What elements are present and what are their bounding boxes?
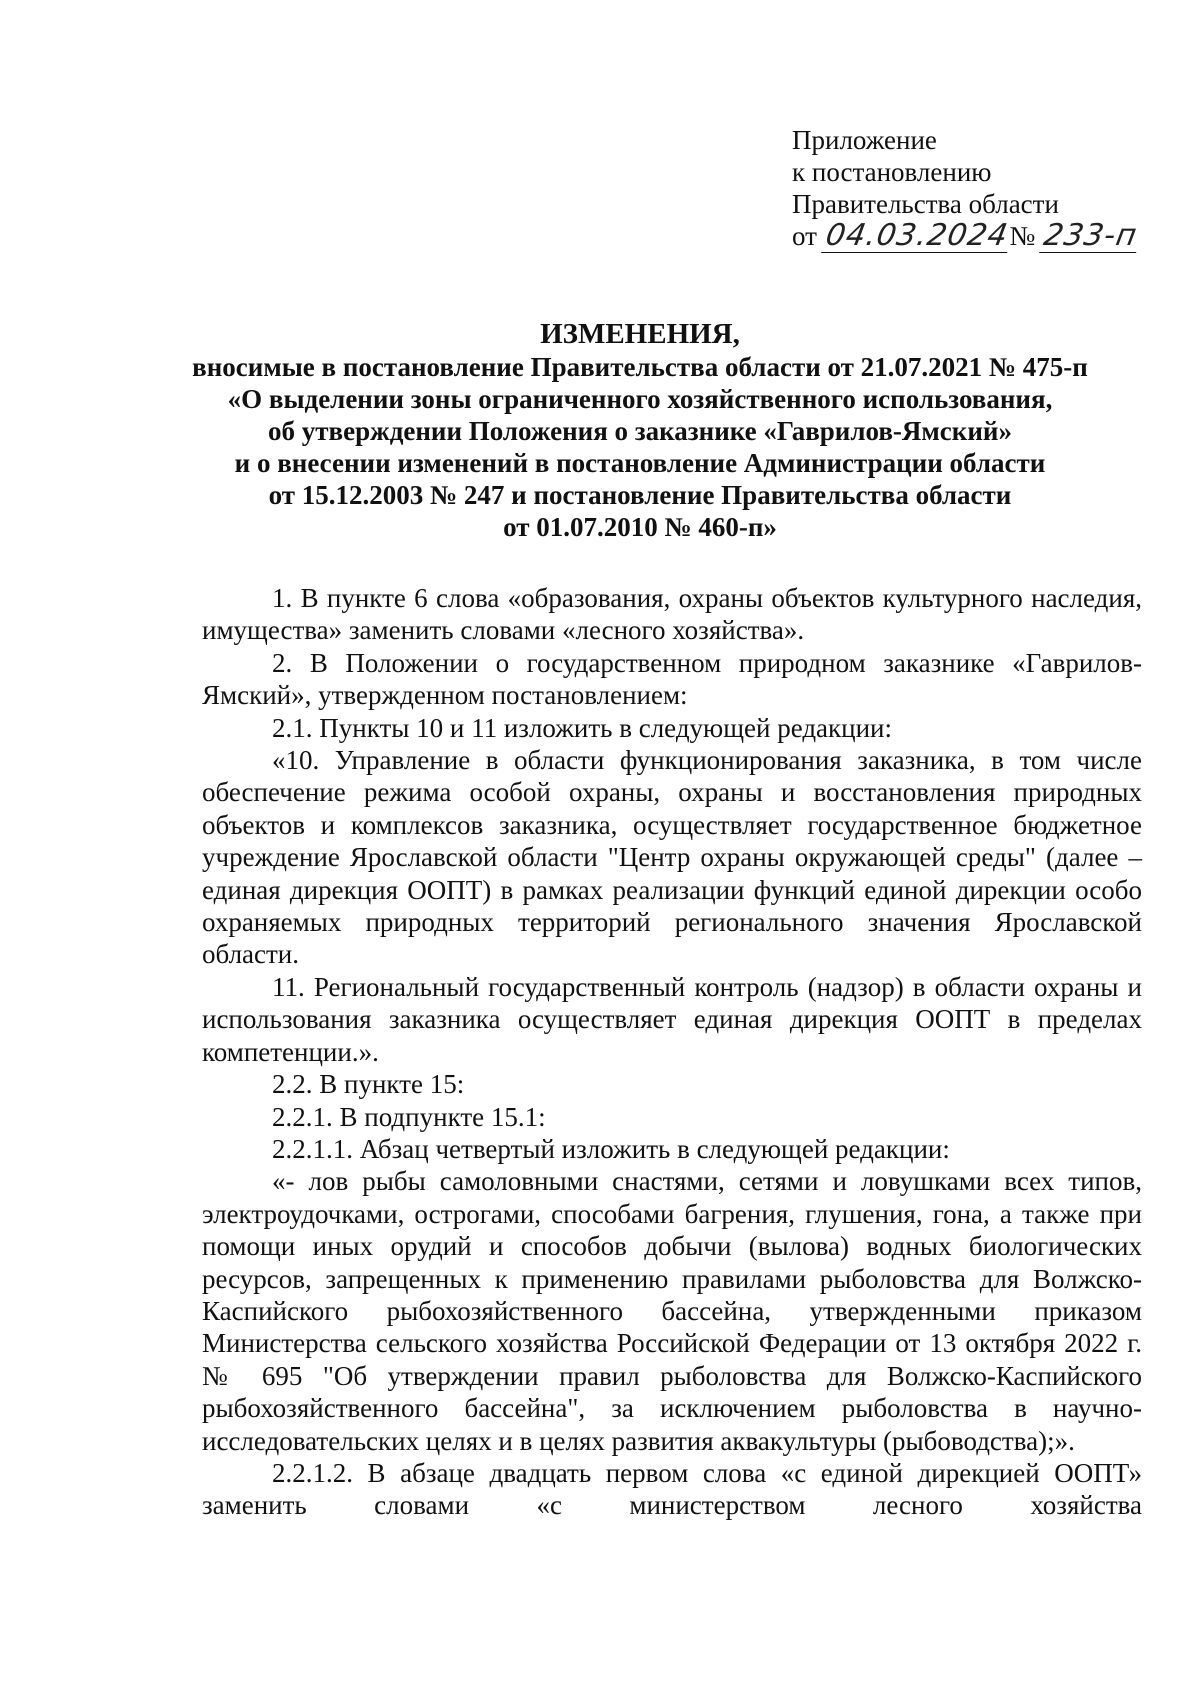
paragraph-2-2-1-2: 2.2.1.2. В абзаце двадцать первом слова «с единой дирекцией ООПТ» заменить словами «с министерством лесного хозяйства xyxy=(202,1457,1142,1521)
title-line-4: об утверждении Положения о заказнике «Гаврилов-Ямский» xyxy=(268,416,1012,446)
paragraph-2-1: 2.1. Пункты 10 и 11 изложить в следующей редакции: xyxy=(272,712,893,743)
appendix-line-2: к постановлению xyxy=(792,157,992,187)
paragraph-item-10: «10. Управление в области функционирования заказника, в том числе обеспечение режима особой охраны, охраны и восстановления природных объектов и комплексов заказника, осуществляет государственное бюджетное учреждение Ярославской области "Центр охраны окружающей среды" (далее – единая дирекция ООПТ) в рамках реализации функций единой дирекции особо охраняемых природных территорий регионального значения Ярославской области. xyxy=(202,745,1142,970)
appendix-date-line xyxy=(792,220,1139,253)
number-label: № xyxy=(1009,221,1036,251)
title-line-6: от 15.12.2003 № 247 и постановление Правительства области xyxy=(268,480,1012,510)
from-label: от xyxy=(792,221,817,251)
document-title xyxy=(160,318,1120,543)
handwritten-date: 04.03.2024 xyxy=(822,218,1011,253)
paragraph-fishing-rule: «- лов рыбы самоловными снастями, сетями и ловушками всех типов, электроудочками, острогами, способами багрения, глушения, гона, а также при помощи иных орудий и способов добычи (вылова) водных биологических ресурсов, запрещенных к применению правилами рыболовства для Волжско-Каспийского рыбохозяйственного бассейна, утвержденными приказом Министерства сельского хозяйства Российской Федерации от 13 октября 2022 г. № 695 "Об утверждении правил рыболовства для Волжско-Каспийского рыбохозяйственного бассейна", за исключением рыболовства в научно-исследовательских целях и в целях развития аквакультуры (рыбоводства);». xyxy=(202,1166,1142,1456)
handwritten-number: 233-п xyxy=(1041,218,1140,253)
paragraph-item-11: 11. Региональный государственный контроль (надзор) в области охраны и использования заказника осуществляет единая дирекция ООПТ в пределах компетенции.». xyxy=(202,971,1142,1067)
paragraph-2: 2. В Положении о государственном природном заказнике «Гаврилов-Ямский», утвержденном постановлением: xyxy=(202,647,1142,711)
title-line-7: от 01.07.2010 № 460-п» xyxy=(503,512,777,542)
title-line-2: вносимые в постановление Правительства области от 21.07.2021 № 475-п xyxy=(192,352,1088,382)
appendix-line-1: Приложение xyxy=(792,125,937,155)
title-line-5: и о внесении изменений в постановление Администрации области xyxy=(234,448,1046,478)
paragraph-2-2-1: 2.2.1. В подпункте 15.1: xyxy=(272,1101,546,1132)
appendix-line-3: Правительства области xyxy=(792,189,1059,219)
paragraph-2-2: 2.2. В пункте 15: xyxy=(272,1069,465,1100)
appendix-header xyxy=(792,124,1139,253)
title-line-3: «О выделении зоны ограниченного хозяйственного использования, xyxy=(227,384,1053,414)
document-body xyxy=(202,582,1142,1522)
paragraph-1: 1. В пункте 6 слова «образования, охраны объектов культурного наследия, имущества» заменить словами «лесного хозяйства». xyxy=(202,583,1142,646)
paragraph-2-2-1-1: 2.2.1.1. Абзац четвертый изложить в следующей редакции: xyxy=(272,1133,950,1164)
title-main: ИЗМЕНЕНИЯ, xyxy=(540,318,740,350)
